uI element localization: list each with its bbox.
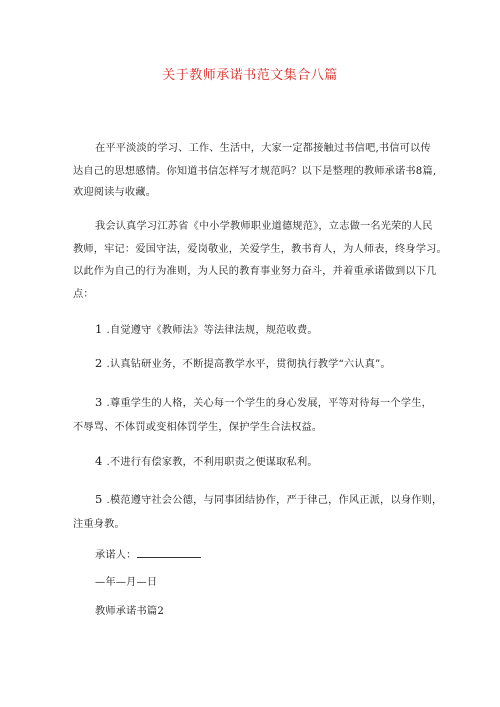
body-line-1: 我会认真学习江苏省《中小学教师职业道德规范》，立志做一名光荣的人民 — [95, 221, 433, 232]
list-item-text: .模范遵守社会公德，与同事团结协作，严于律己，作风正派，以身作则， — [106, 495, 443, 506]
document-title: 关于教师承诺书范文集合八篇 — [162, 68, 338, 83]
list-item-1 — [95, 323, 318, 337]
list-item-2 — [95, 357, 391, 371]
list-item-text: .自觉遵守《教师法》等法律法规，规范收费。 — [106, 325, 318, 336]
body-line-3: 以此作为自己的行为准则，为人民的教育事业努力奋斗，并着重承诺做到以下几 — [73, 266, 437, 277]
list-item-3-line-2: 不辱骂、不体罚或变相体罚学生，保护学生合法权益。 — [73, 422, 323, 433]
next-section-heading: 教师承诺书篇2 — [95, 606, 165, 617]
intro-line-2: 达自己的思想感情。你知道书信怎样写才规范吗？以下是整理的教师承诺书8篇, — [73, 166, 437, 177]
list-item-number: 1 — [95, 322, 103, 336]
signer-label: 承诺人： — [95, 550, 137, 561]
list-item-text: .不进行有偿家教，不利用职责之便谋取私利。 — [106, 457, 318, 468]
body-line-2: 教师，牢记：爱国守法，爱岗敬业，关爱学生，教书育人，为人师表，终身学习。 — [73, 244, 447, 255]
list-item-5-line-2: 注重身教。 — [73, 519, 125, 530]
list-item-4 — [95, 455, 318, 469]
signature-blank — [137, 547, 201, 558]
list-item-number: 4 — [95, 454, 103, 468]
list-item-3 — [95, 396, 432, 410]
body-line-4: 点： — [73, 289, 94, 300]
date-line: —年—月—日 — [95, 577, 158, 588]
signer-line — [95, 547, 201, 562]
list-item-number: 5 — [95, 492, 103, 506]
intro-line-3: 欢迎阅读与收藏。 — [73, 187, 157, 198]
list-item-text: .尊重学生的人格，关心每一个学生的身心发展，平等对待每一个学生， — [106, 398, 432, 409]
list-item-text: .认真钻研业务，不断提高教学水平，贯彻执行教学“六认真”。 — [106, 359, 391, 370]
intro-line-1: 在平平淡淡的学习、工作、生活中，大家一定都接触过书信吧,书信可以传 — [95, 143, 431, 154]
list-item-number: 3 — [95, 395, 103, 409]
list-item-5 — [95, 493, 442, 507]
list-item-number: 2 — [95, 356, 103, 370]
